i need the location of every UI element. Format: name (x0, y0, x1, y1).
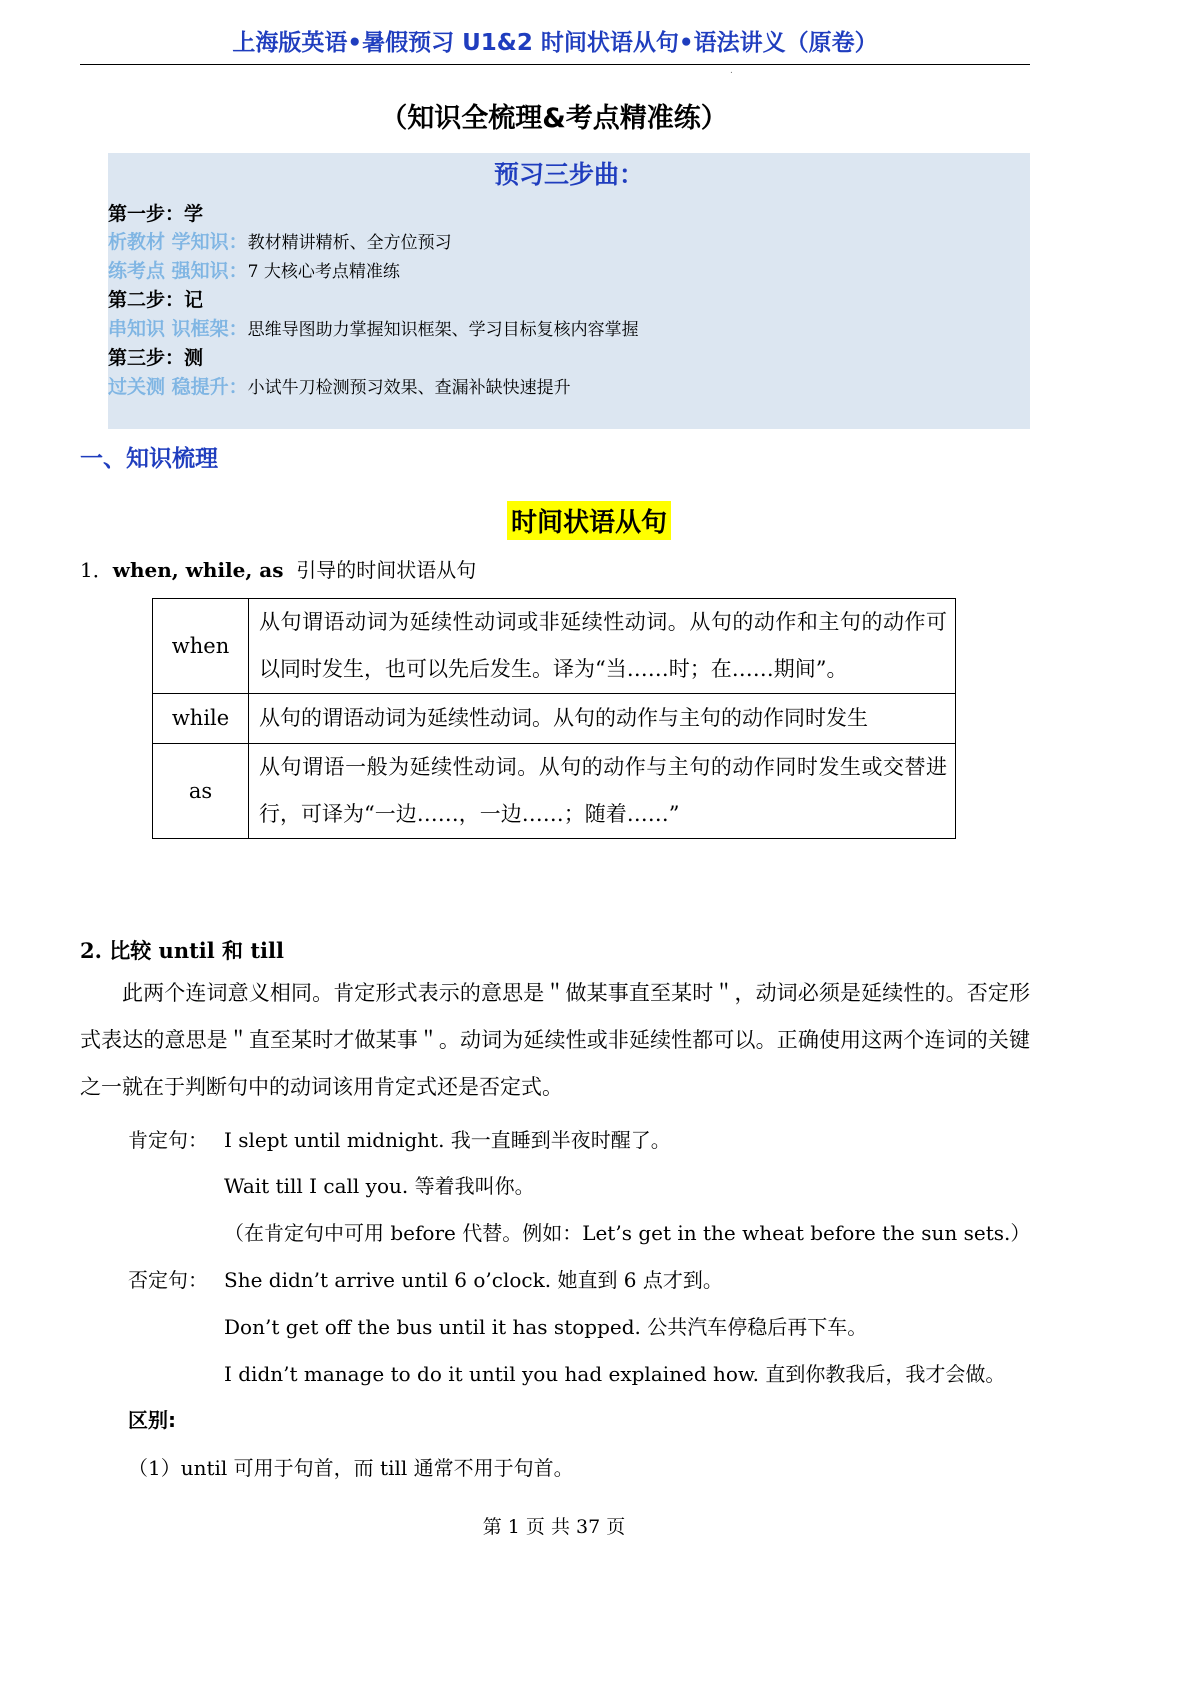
affirmative-example: I slept until midnight. 我一直睡到半夜时醒了。 (224, 1128, 671, 1152)
page-number: 第 1 页 共 37 页 (482, 1516, 626, 1538)
table-key-cell: when (153, 599, 249, 694)
table-row (153, 694, 956, 744)
step-1-heading: 第一步：学 (108, 203, 204, 225)
step-row-4-label: 过关测 稳提升： (108, 376, 248, 398)
negative-example: She didn’t arrive until 6 o’clock. 她直到 6 点才到。 (224, 1268, 723, 1292)
step-row-2-text: 7 大核心考点精准练 (247, 262, 400, 282)
negative-example: I didn’t manage to do it until you had explained how. 直到你教我后，我才会做。 (224, 1362, 1006, 1386)
affirmative-label: 肯定句： (128, 1128, 208, 1152)
item-1-keywords: when, while, as (112, 558, 284, 582)
document-subtitle: （知识全梳理&考点精准练） (380, 103, 728, 134)
preview-steps-title: 预习三步曲： (493, 160, 644, 189)
table-desc-cell: 从句谓语一般为延续性动词。从句的动作与主句的动作同时发生或交替进行，可译为“一边……，一边……；随着……” (249, 744, 956, 839)
step-row-2-label: 练考点 强知识： (108, 260, 248, 282)
step-2-heading: 第二步：记 (108, 289, 204, 311)
negative-label: 否定句： (128, 1268, 208, 1292)
step-row-1-label: 析教材 学知识： (108, 231, 248, 253)
step-row-4-text: 小试牛刀检测预习效果、查漏补缺快速提升 (247, 378, 571, 398)
difference-label: 区别: (128, 1408, 176, 1432)
table-desc-cell: 从句的谓语动词为延续性动词。从句的动作与主句的动作同时发生 (249, 694, 956, 744)
table-row (153, 599, 956, 694)
step-row-1-text: 教材精讲精析、全方位预习 (247, 233, 452, 253)
table-key-cell: as (153, 744, 249, 839)
step-row-4 (108, 372, 571, 399)
step-row-3-label: 串知识 识框架： (108, 318, 248, 340)
difference-point-1: （1）until 可用于句首，而 till 通常不用于句首。 (128, 1456, 574, 1480)
section-heading: 一、知识梳理 (80, 446, 218, 472)
step-row-2 (108, 256, 400, 283)
item-1-heading (80, 554, 476, 583)
affirmative-note: （在肯定句中可用 before 代替。例如：Let’s get in the wheat before the sun sets.） (224, 1221, 1031, 1245)
topic-title: 时间状语从句 (507, 501, 671, 540)
affirmative-example: Wait till I call you. 等着我叫你。 (224, 1174, 535, 1198)
table-key-cell: while (153, 694, 249, 744)
header-mark: . (730, 66, 733, 76)
step-3-heading: 第三步：测 (108, 347, 204, 369)
header-divider (80, 64, 1030, 65)
document-header-title: 上海版英语•暑假预习 U1&2 时间状语从句•语法讲义（原卷） (232, 30, 878, 56)
table-row (153, 744, 956, 839)
step-row-3 (108, 314, 639, 341)
table-desc-cell: 从句谓语动词为延续性动词或非延续性动词。从句的动作和主句的动作可以同时发生，也可以先后发生。译为“当……时；在……期间”。 (249, 599, 956, 694)
conjunction-table (152, 598, 956, 839)
step-row-1 (108, 227, 452, 254)
until-till-paragraph: 此两个连词意义相同。肯定形式表示的意思是＂做某事直至某时＂，动词必须是延续性的。否定形式表达的意思是＂直至某时才做某事＂。动词为延续性或非延续性都可以。正确使用这两个连词的关键之一就在于判断句中的动词该用肯定式还是否定式。 (80, 981, 1030, 1099)
item-1-number: 1． (80, 558, 113, 582)
step-row-3-text: 思维导图助力掌握知识框架、学习目标复核内容掌握 (247, 320, 639, 340)
negative-example: Don’t get off the bus until it has stopped. 公共汽车停稳后再下车。 (224, 1315, 868, 1339)
item-1-rest: 引导的时间状语从句 (296, 558, 477, 582)
item-2-heading: 2. 比较 until 和 till (80, 938, 284, 963)
